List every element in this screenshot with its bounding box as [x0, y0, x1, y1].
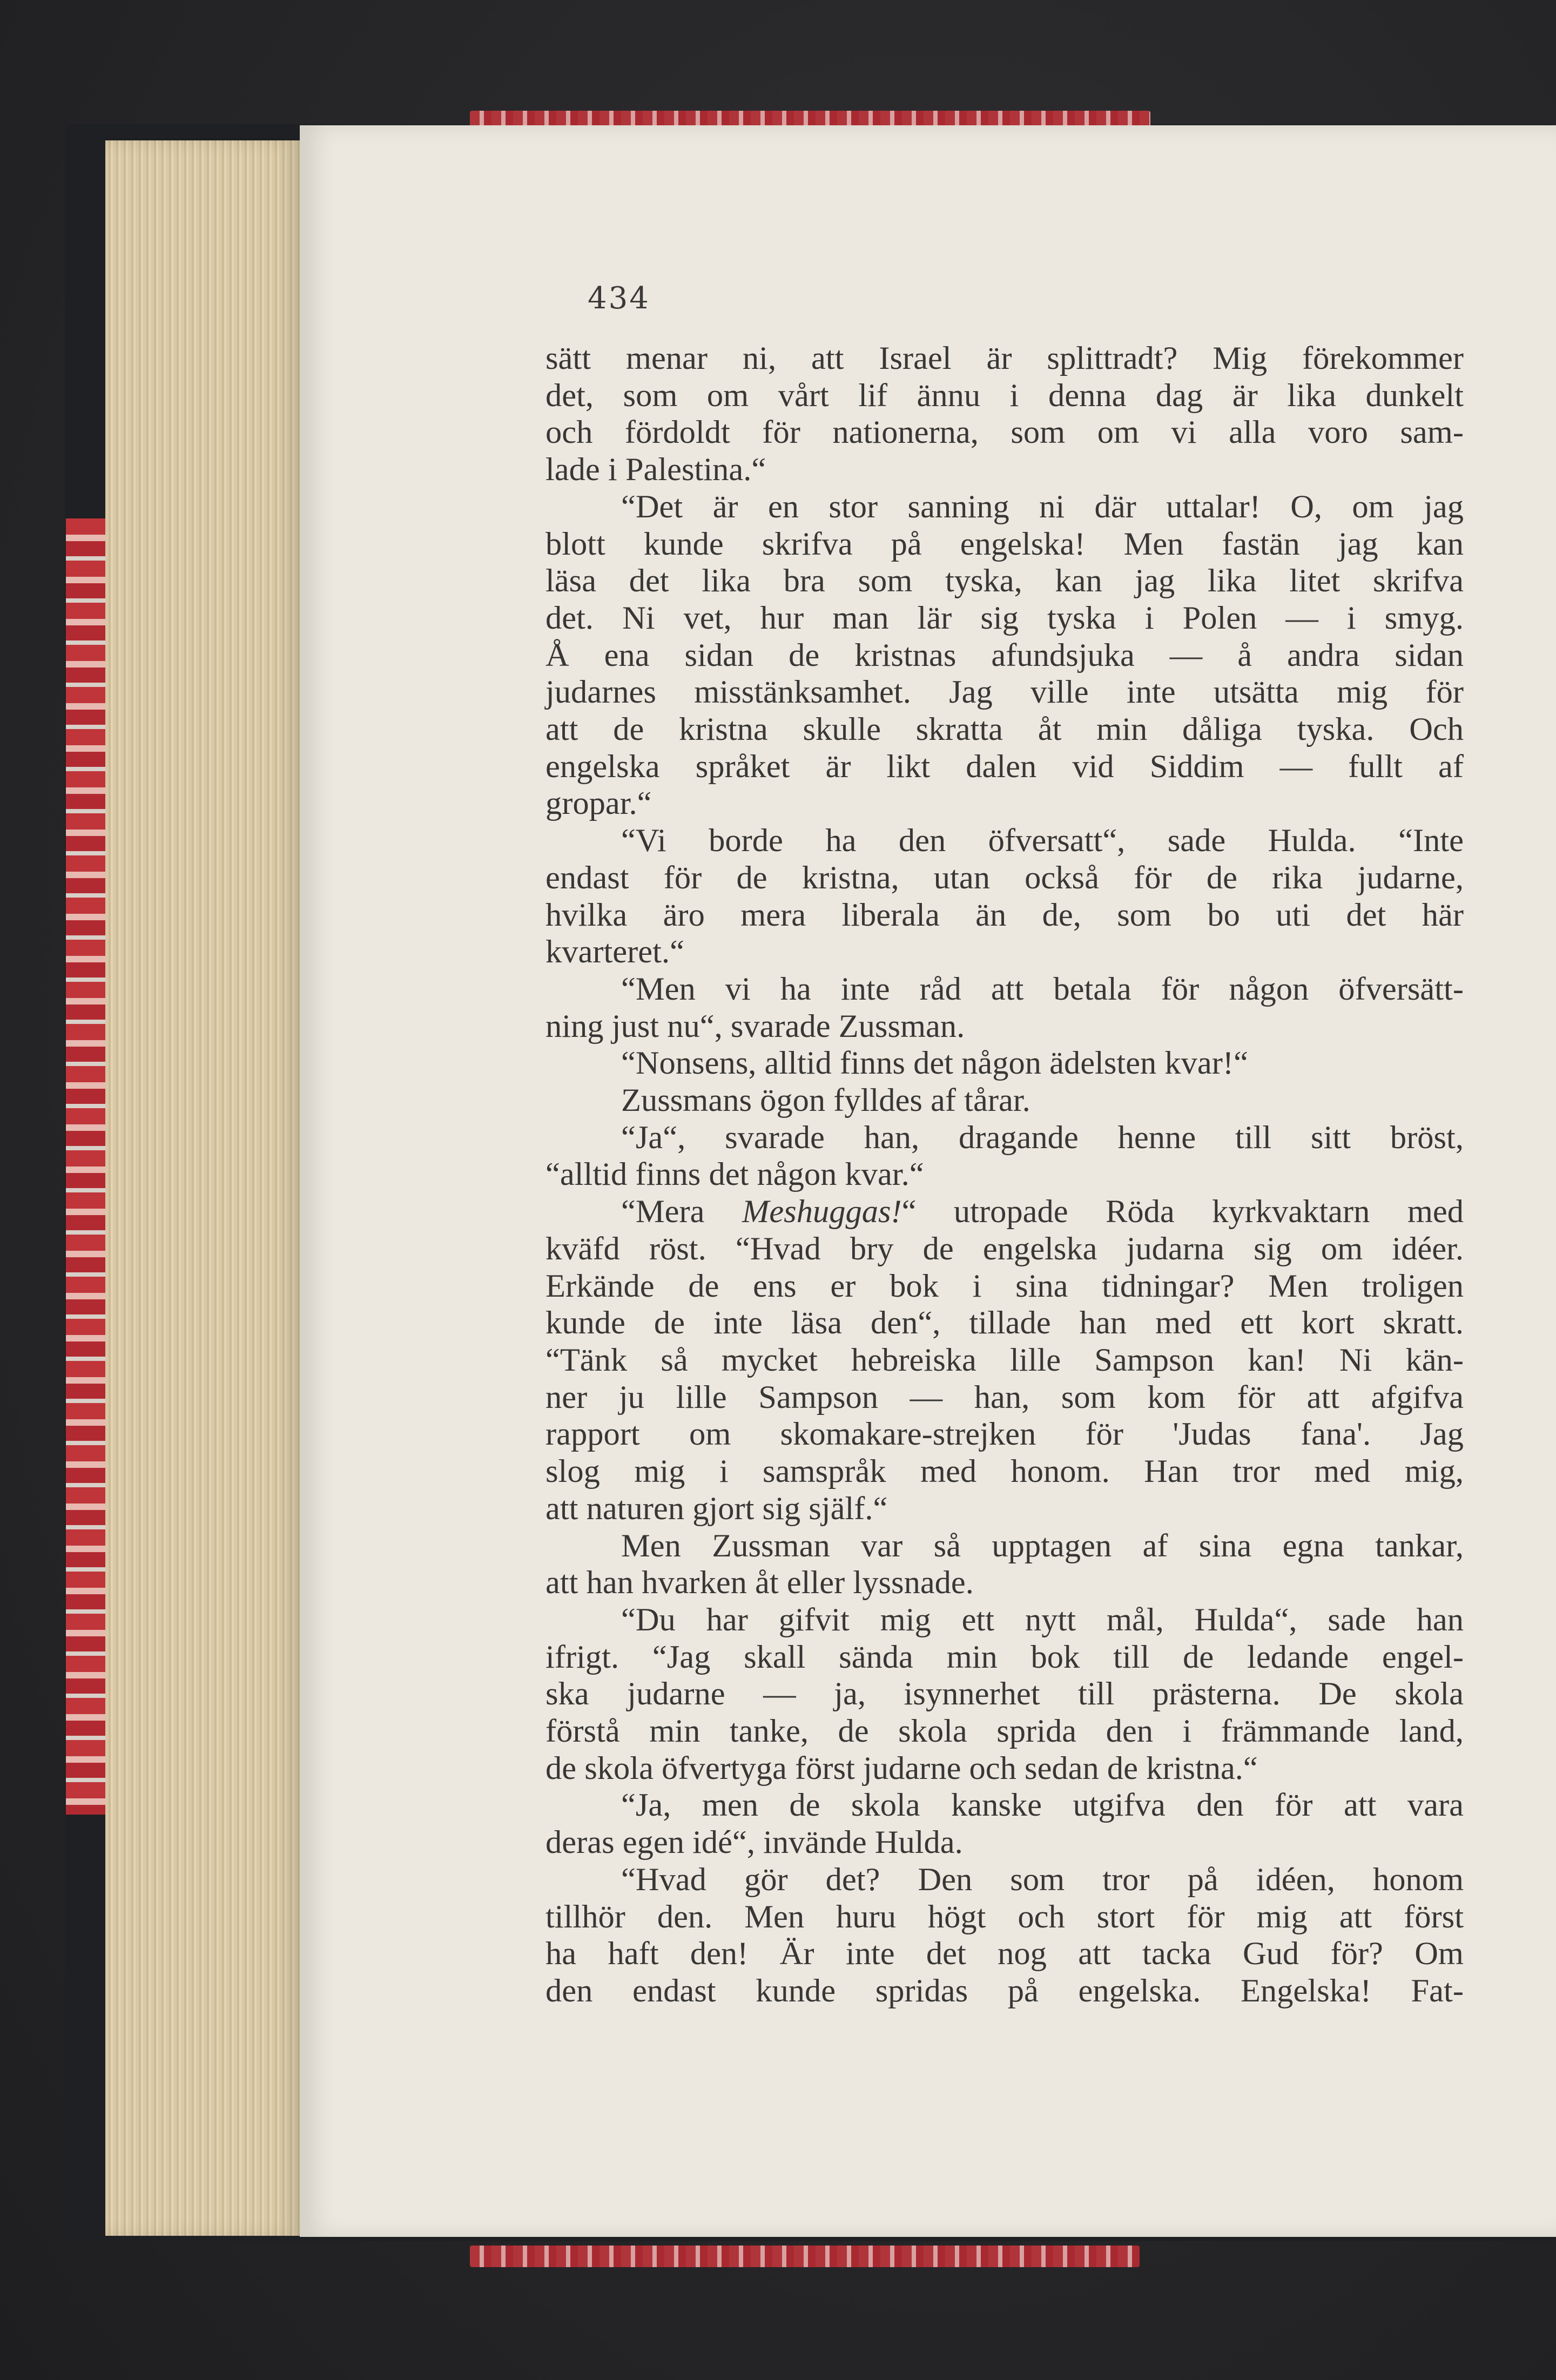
text-line: “Ja“, svarade han, dragande henne till sitt bröst,: [621, 1119, 1464, 1156]
text-line: “Men vi ha inte råd att betala för någon öfversätt-: [621, 970, 1464, 1007]
text-line: kvarteret.“: [545, 934, 684, 970]
text-line: judarnes misstänksamhet. Jag ville inte utsätta mig för: [545, 674, 1464, 711]
page-number: 434: [588, 281, 650, 316]
marbled-edge-left: [66, 518, 109, 1815]
text-line: ner ju lille Sampson — han, som kom för att afgifva: [545, 1379, 1464, 1415]
text-line: förstå min tanke, de skola sprida den i främmande land,: [545, 1713, 1464, 1750]
text-line: ska judarne — ja, isynnerhet till prästerna. De skola: [545, 1676, 1464, 1712]
text-line: blott kunde skrifva på engelska! Men fastän jag kan: [545, 525, 1464, 562]
text-line: kunde de inte läsa den“, tillade han med ett kort skratt.: [545, 1305, 1464, 1341]
text-line: “Hvad gör det? Den som tror på idéen, honom: [621, 1861, 1464, 1898]
text-line: tillhör den. Men huru högt och stort för mig att först: [545, 1898, 1464, 1935]
text-line: “Nonsens, alltid finns det någon ädelsten kvar!“: [621, 1045, 1248, 1082]
text-line: att naturen gjort sig själf.“: [545, 1490, 888, 1527]
text-line: Zussmans ögon fylldes af tårar.: [621, 1082, 1030, 1119]
text-line: “Du har gifvit mig ett nytt mål, Hulda“, sade han: [621, 1601, 1464, 1638]
text-line: engelska språket är likt dalen vid Siddim — fullt af: [545, 748, 1464, 785]
text-line: ha haft den! Är inte det nog att tacka Gud för? Om: [545, 1936, 1464, 1972]
text-line: hvilka äro mera liberala än de, som bo uti det här: [545, 896, 1464, 933]
text-line: det. Ni vet, hur man lär sig tyska i Polen — i smyg.: [545, 599, 1464, 636]
text-line: “Mera Meshuggas!“ utropade Röda kyrkvaktarn med: [621, 1194, 1464, 1230]
text-line: lade i Palestina.“: [545, 451, 766, 488]
text-line: rapport om skomakare-strejken för 'Judas fana'. Jag: [545, 1416, 1464, 1453]
text-line: sätt menar ni, att Israel är splittradt? Mig förekommer: [545, 340, 1464, 376]
text-line: Å ena sidan de kristnas afundsjuka — å andra sidan: [545, 637, 1464, 673]
text-line: den endast kunde spridas på engelska. Engelska! Fat-: [545, 1972, 1464, 2009]
text-line: och fördoldt för nationerna, som om vi alla voro sam-: [545, 414, 1464, 451]
text-line: kväfd röst. “Hvad bry de engelska judarna sig om idéer.: [545, 1230, 1464, 1267]
text-line: “Ja, men de skola kanske utgifva den för att vara: [621, 1787, 1464, 1824]
text-line: “Det är en stor sanning ni där uttalar! O, om jag: [621, 488, 1464, 525]
italic-word: Meshuggas!: [742, 1194, 902, 1230]
text-line: slog mig i samspråk med honom. Han tror med mig,: [545, 1453, 1464, 1490]
text-line: “Vi borde ha den öfversatt“, sade Hulda. “Inte: [621, 822, 1464, 859]
text-line: att han hvarken åt eller lyssnade.: [545, 1565, 974, 1601]
text-line: ning just nu“, svarade Zussman.: [545, 1008, 965, 1044]
text-line: de skola öfvertyga först judarne och sedan de kristna.“: [545, 1750, 1258, 1786]
text-line: läsa det lika bra som tyska, kan jag lika litet skrifva: [545, 563, 1464, 599]
text-line: Men Zussman var så upptagen af sina egna tankar,: [621, 1527, 1464, 1564]
text-line: “alltid finns det någon kvar.“: [545, 1156, 924, 1193]
text-line: ifrigt. “Jag skall sända min bok till de ledande engel-: [545, 1639, 1464, 1675]
text-line: endast för de kristna, utan också för de rika judarne,: [545, 859, 1464, 896]
stacked-page-edges: [105, 140, 300, 2236]
text-line: det, som om vårt lif ännu i denna dag är lika dunkelt: [545, 377, 1464, 414]
text-line: “Tänk så mycket hebreiska lille Sampson kan! Ni kän-: [545, 1341, 1464, 1378]
page-body-text: [545, 340, 1464, 2010]
text-line: gropar.“: [545, 785, 652, 822]
text-line: deras egen idé“, invände Hulda.: [545, 1824, 963, 1861]
bottom-page-edge-marbled: [470, 2246, 1140, 2267]
text-line: Erkände de ens er bok i sina tidningar? Men troligen: [545, 1267, 1464, 1304]
text-line: att de kristna skulle skratta åt min dåliga tyska. Och: [545, 711, 1464, 748]
